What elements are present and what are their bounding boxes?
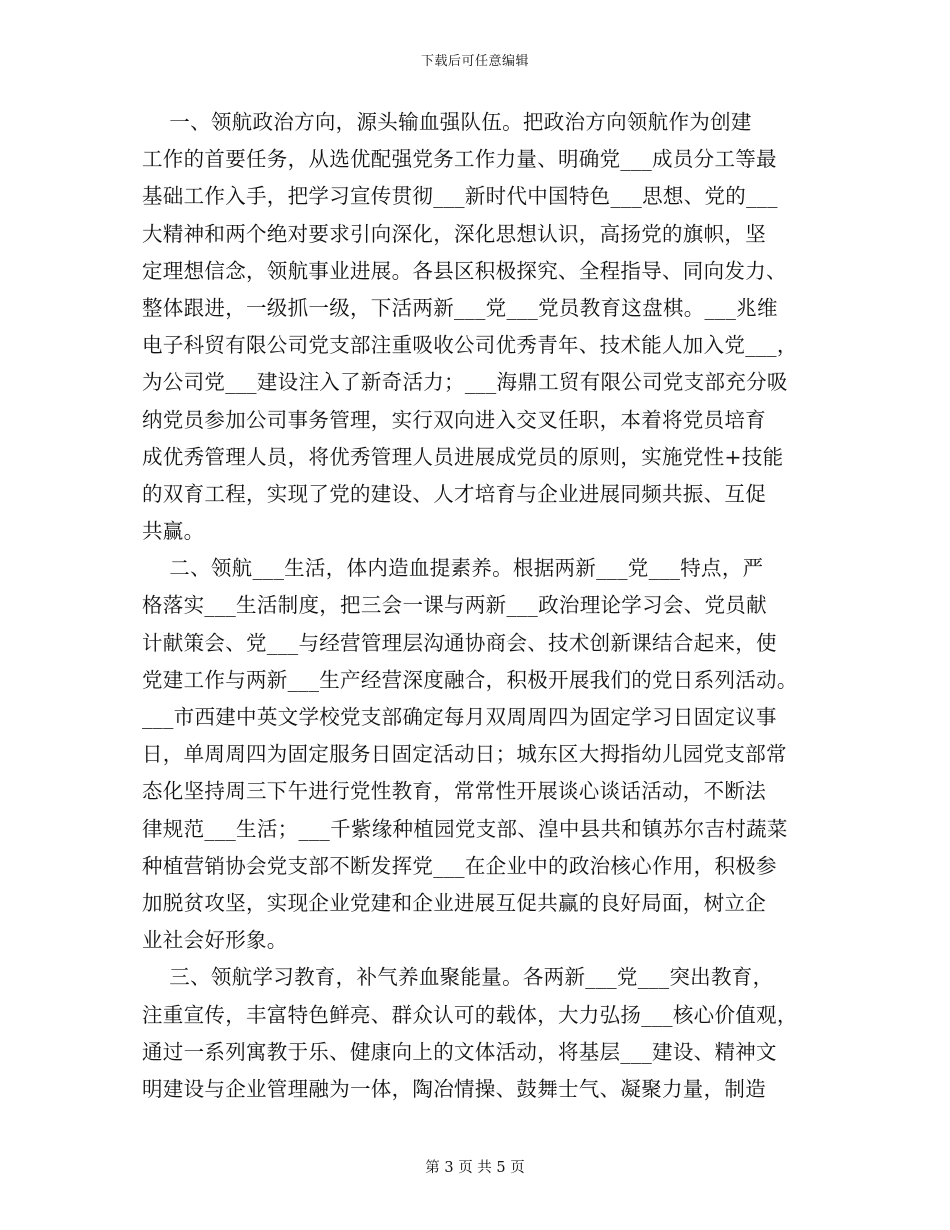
text-line: 种植营销协会党支部不断发挥党___在企业中的政治核心作用，积极参 [142, 853, 777, 878]
text-line: 三、领航学习教育，补气养血聚能量。各两新___党___突出教育， [142, 965, 774, 990]
text-line: 大精神和两个绝对要求引向深化，深化思想认识，高扬党的旗帜，坚 [142, 221, 766, 246]
text-line: 基础工作入手，把学习宣传贯彻___新时代中国特色___思想、党的___ [142, 184, 778, 209]
text-line: 计献策会、党___与经营管理层沟通协商会、技术创新课结合起来，使 [142, 630, 777, 655]
text-line: 通过一系列寓教于乐、健康向上的文体活动，将基层___建设、精神文 [142, 1039, 777, 1064]
text-line: 注重宣传，丰富特色鲜亮、群众认可的载体，大力弘扬___核心价值观， [142, 1002, 798, 1027]
text-line: 明建设与企业管理融为一体，陶冶情操、鼓舞士气、凝聚力量，制造 [142, 1076, 766, 1101]
text-line: 加脱贫攻坚，实现企业党建和企业进展互促共赢的良好局面，树立企 [142, 890, 766, 915]
text-line: 的双育工程，实现了党的建设、人才培育与企业进展同频共振、互促 [142, 481, 766, 506]
text-line: 共赢。 [142, 519, 205, 544]
text-line: 电子科贸有限公司党支部注重吸收公司优秀青年、技术能人加入党___， [142, 333, 798, 358]
text-line: 二、领航___生活，体内造血提素养。根据两新___党___特点，严 [142, 556, 764, 581]
text-line: 律规范___生活；___千紫缘种植园党支部、湟中县共和镇苏尔吉村蔬菜 [142, 816, 788, 841]
text-line: 为公司党___建设注入了新奇活力；___海鼎工贸有限公司党支部充分吸 [142, 370, 788, 395]
text-line: 整体跟进，一级抓一级，下活两新___党___党员教育这盘棋。___兆维 [142, 295, 778, 320]
text-line: 党建工作与两新___生产经营深度融合，积极开展我们的党日系列活动。 [142, 667, 798, 692]
text-line: 日，单周周四为固定服务日固定活动日；城东区大拇指幼儿园党支部常 [142, 742, 787, 767]
page-footer: 第 3 页 共 5 页 [425, 1160, 525, 1176]
text-line: 定理想信念，领航事业进展。各县区积极探究、全程指导、同向发力、 [142, 258, 787, 283]
text-line: 一、领航政治方向，源头输血强队伍。把政治方向领航作为创建 [142, 110, 752, 134]
page-header: 下载后可任意编辑 [420, 54, 529, 69]
text-line: 业社会好形象。 [142, 928, 288, 953]
text-line: 格落实___生活制度，把三会一课与两新___政治理论学习会、党员献 [142, 593, 767, 618]
text-line: 态化坚持周三下午进行党性教育，常常性开展谈心谈话活动，不断法 [142, 779, 766, 804]
text-line: 工作的首要任务，从选优配强党务工作力量、明确党___成员分工等最 [142, 147, 777, 172]
text-line: ___市西建中英文学校党支部确定每月双周周四为固定学习日固定议事 [142, 705, 777, 729]
text-line: 成优秀管理人员，将优秀管理人员进展成党员的原则，实施党性+技能 [142, 444, 784, 469]
document-body [142, 104, 822, 1108]
text-line: 纳党员参加公司事务管理，实行双向进入交叉任职，本着将党员培育 [142, 407, 766, 432]
